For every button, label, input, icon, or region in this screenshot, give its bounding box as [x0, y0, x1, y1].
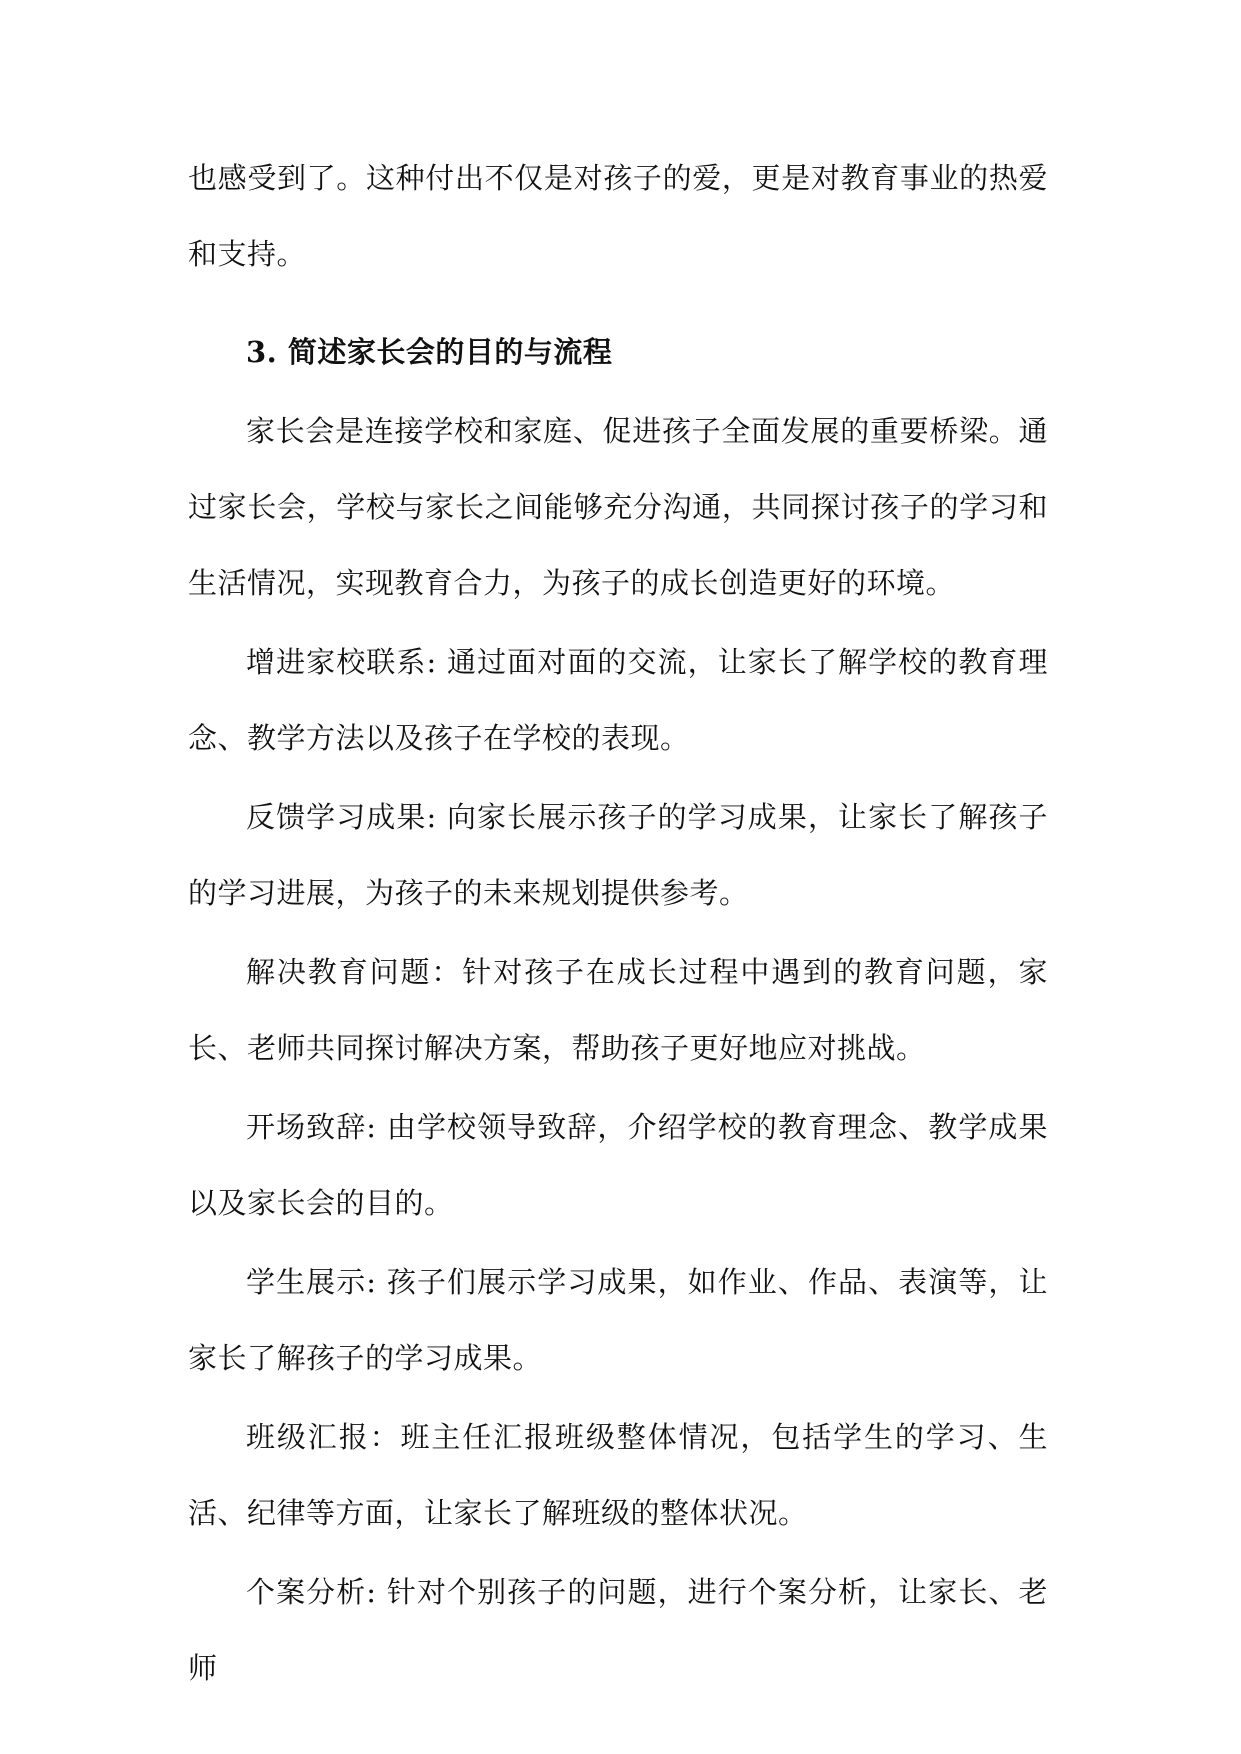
section-heading: 3. 简述家长会的目的与流程	[246, 335, 613, 369]
paragraph-flow-opening: 开场致辞: 由学校领导致辞，介绍学校的教育理念、教学成果以及家长会的目的。	[188, 1110, 1048, 1220]
paragraph-purpose-contact: 增进家校联系: 通过面对面的交流，让家长了解学校的教育理念、教学方法以及孩子在学校的表现。	[188, 645, 1048, 755]
paragraph-flow-case-analysis: 个案分析: 针对个别孩子的问题，进行个案分析，让家长、老师	[188, 1575, 1048, 1685]
document-body	[188, 140, 1048, 1709]
paragraph-flow-student-show: 学生展示: 孩子们展示学习成果，如作业、作品、表演等，让家长了解孩子的学习成果。	[188, 1265, 1048, 1375]
paragraph-continuation: 也感受到了。这种付出不仅是对孩子的爱，更是对教育事业的热爱和支持。	[188, 161, 1048, 271]
paragraph-intro: 家长会是连接学校和家庭、促进孩子全面发展的重要桥梁。通过家长会，学校与家长之间能够充分沟通，共同探讨孩子的学习和生活情况，实现教育合力，为孩子的成长创造更好的环境。	[188, 414, 1048, 600]
paragraph-purpose-problems: 解决教育问题：针对孩子在成长过程中遇到的教育问题，家长、老师共同探讨解决方案，帮助孩子更好地应对挑战。	[188, 955, 1048, 1065]
paragraph-purpose-feedback: 反馈学习成果: 向家长展示孩子的学习成果，让家长了解孩子的学习进展，为孩子的未来规划提供参考。	[188, 800, 1048, 910]
paragraph-flow-class-report: 班级汇报：班主任汇报班级整体情况，包括学生的学习、生活、纪律等方面，让家长了解班级的整体状况。	[188, 1420, 1048, 1530]
